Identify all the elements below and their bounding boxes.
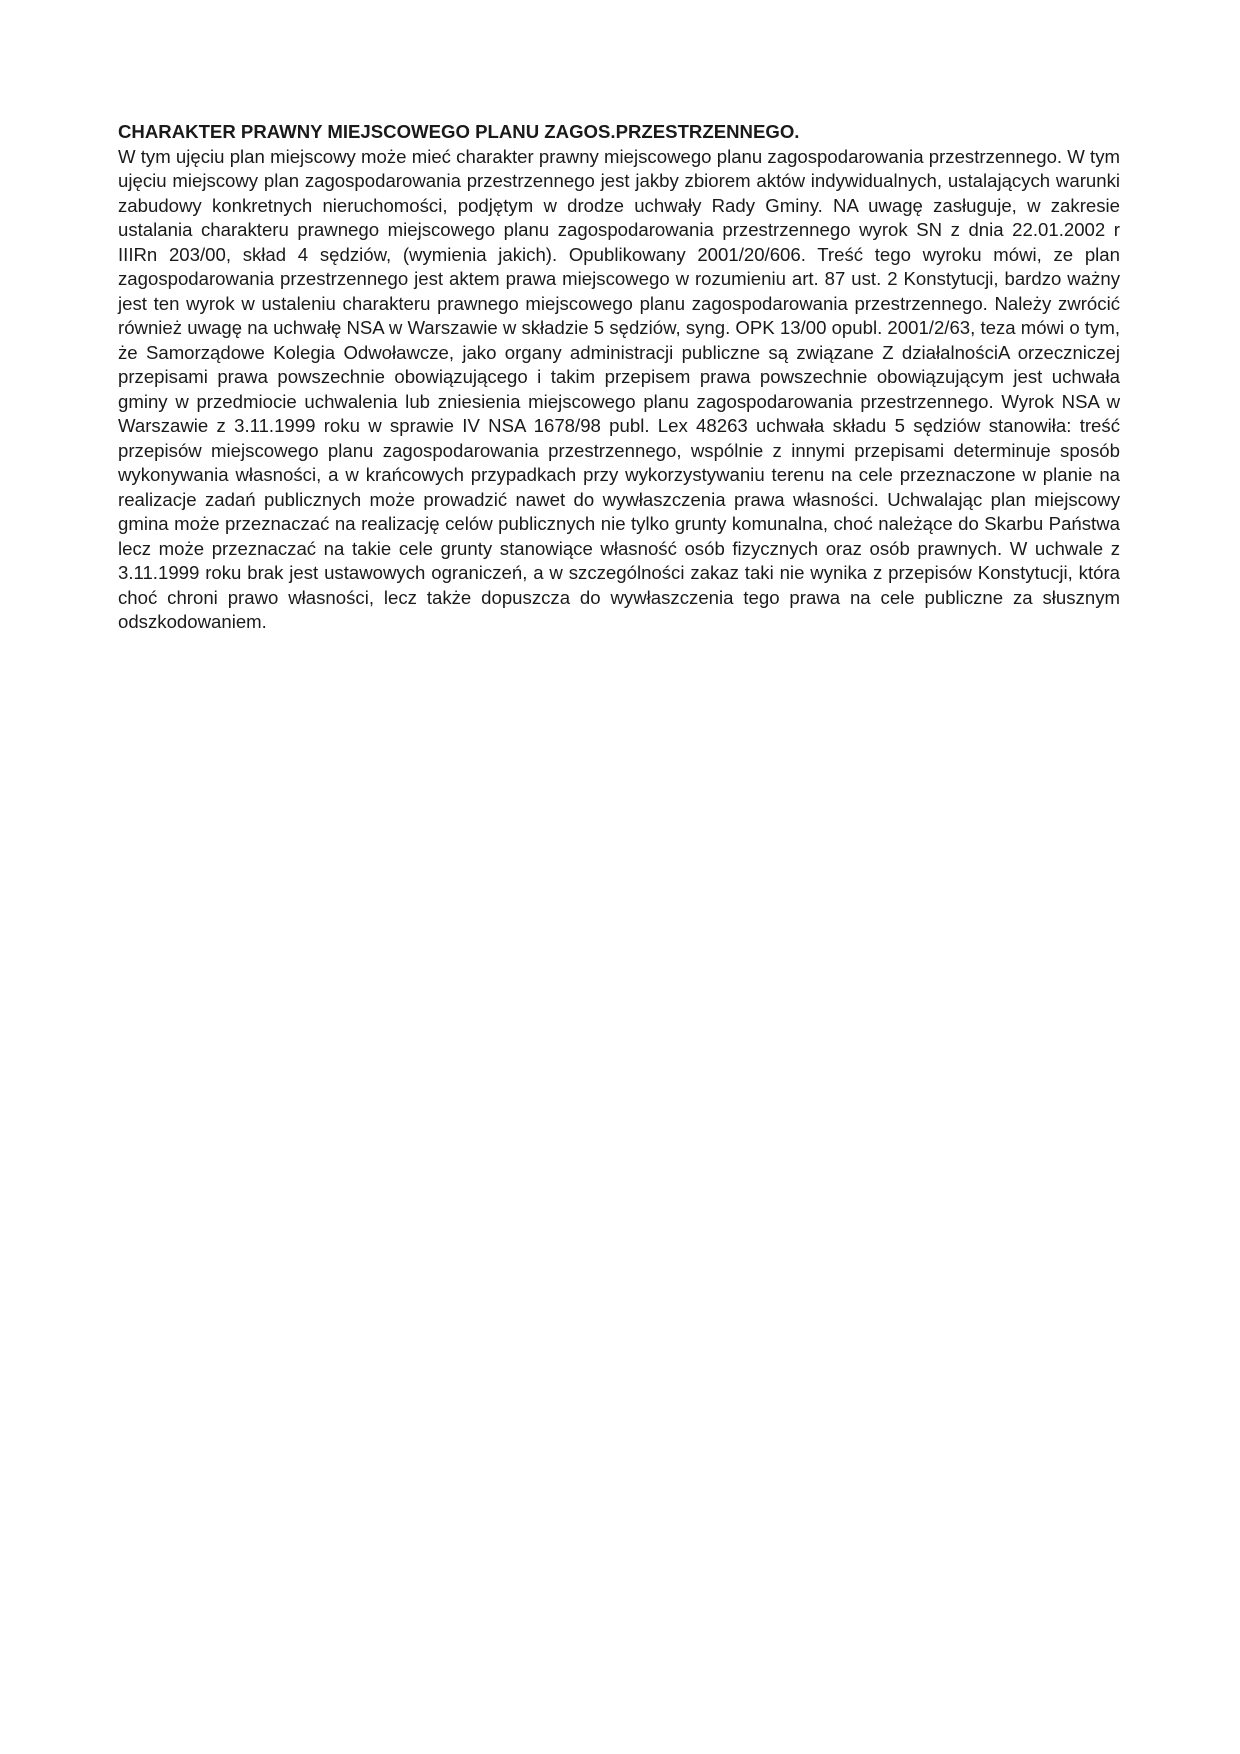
document-page: [118, 120, 1120, 635]
document-body: W tym ujęciu plan miejscowy może mieć charakter prawny miejscowego planu zagospodarowania przestrzennego. W tym ujęciu miejscowy plan zagospodarowania przestrzennego jest jakby zbiorem aktów indywidualnych, ustalających warunki zabudowy konkretnych nieruchomości, podjętym w drodze uchwały Rady Gminy. NA uwagę zasługuje, w zakresie ustalania charakteru prawnego miejscowego planu zagospodarowania przestrzennego wyrok SN z dnia 22.01.2002 r IIIRn 203/00, skład 4 sędziów, (wymienia jakich). Opublikowany 2001/20/606. Treść tego wyroku mówi, ze plan zagospodarowania przestrzennego jest aktem prawa miejscowego w rozumieniu art. 87 ust. 2 Konstytucji, bardzo ważny jest ten wyrok w ustaleniu charakteru prawnego miejscowego planu zagospodarowania przestrzennego. Należy zwrócić również uwagę na uchwałę NSA w Warszawie w składzie 5 sędziów, syng. OPK 13/00 opubl. 2001/2/63, teza mówi o tym, że Samorządowe Kolegia Odwoławcze, jako organy administracji publiczne są związane Z działalnościA orzeczniczej przepisami prawa powszechnie obowiązującego i takim przepisem prawa powszechnie obowiązującym jest uchwała gminy w przedmiocie uchwalenia lub zniesienia miejscowego planu zagospodarowania przestrzennego. Wyrok NSA w Warszawie z 3.11.1999 roku w sprawie IV NSA 1678/98 publ. Lex 48263 uchwała składu 5 sędziów stanowiła: treść przepisów miejscowego planu zagospodarowania przestrzennego, wspólnie z innymi przepisami determinuje sposób wykonywania własności, a w krańcowych przypadkach przy wykorzystywaniu terenu na cele przeznaczone w planie na realizacje zadań publicznych może prowadzić nawet do wywłaszczenia prawa własności. Uchwalając plan miejscowy gmina może przeznaczać na realizację celów publicznych nie tylko grunty komunalna, choć należące do Skarbu Państwa lecz może przeznaczać na takie cele grunty stanowiące własność osób fizycznych oraz osób prawnych. W uchwale z 3.11.1999 roku brak jest ustawowych ograniczeń, a w szczególności zakaz taki nie wynika z przepisów Konstytucji, która choć chroni prawo własności, lecz także dopuszcza do wywłaszczenia tego prawa na cele publiczne za słusznym odszkodowaniem.: [118, 145, 1120, 632]
document-title: CHARAKTER PRAWNY MIEJSCOWEGO PLANU ZAGOS.PRZESTRZENNEGO.: [118, 121, 800, 142]
